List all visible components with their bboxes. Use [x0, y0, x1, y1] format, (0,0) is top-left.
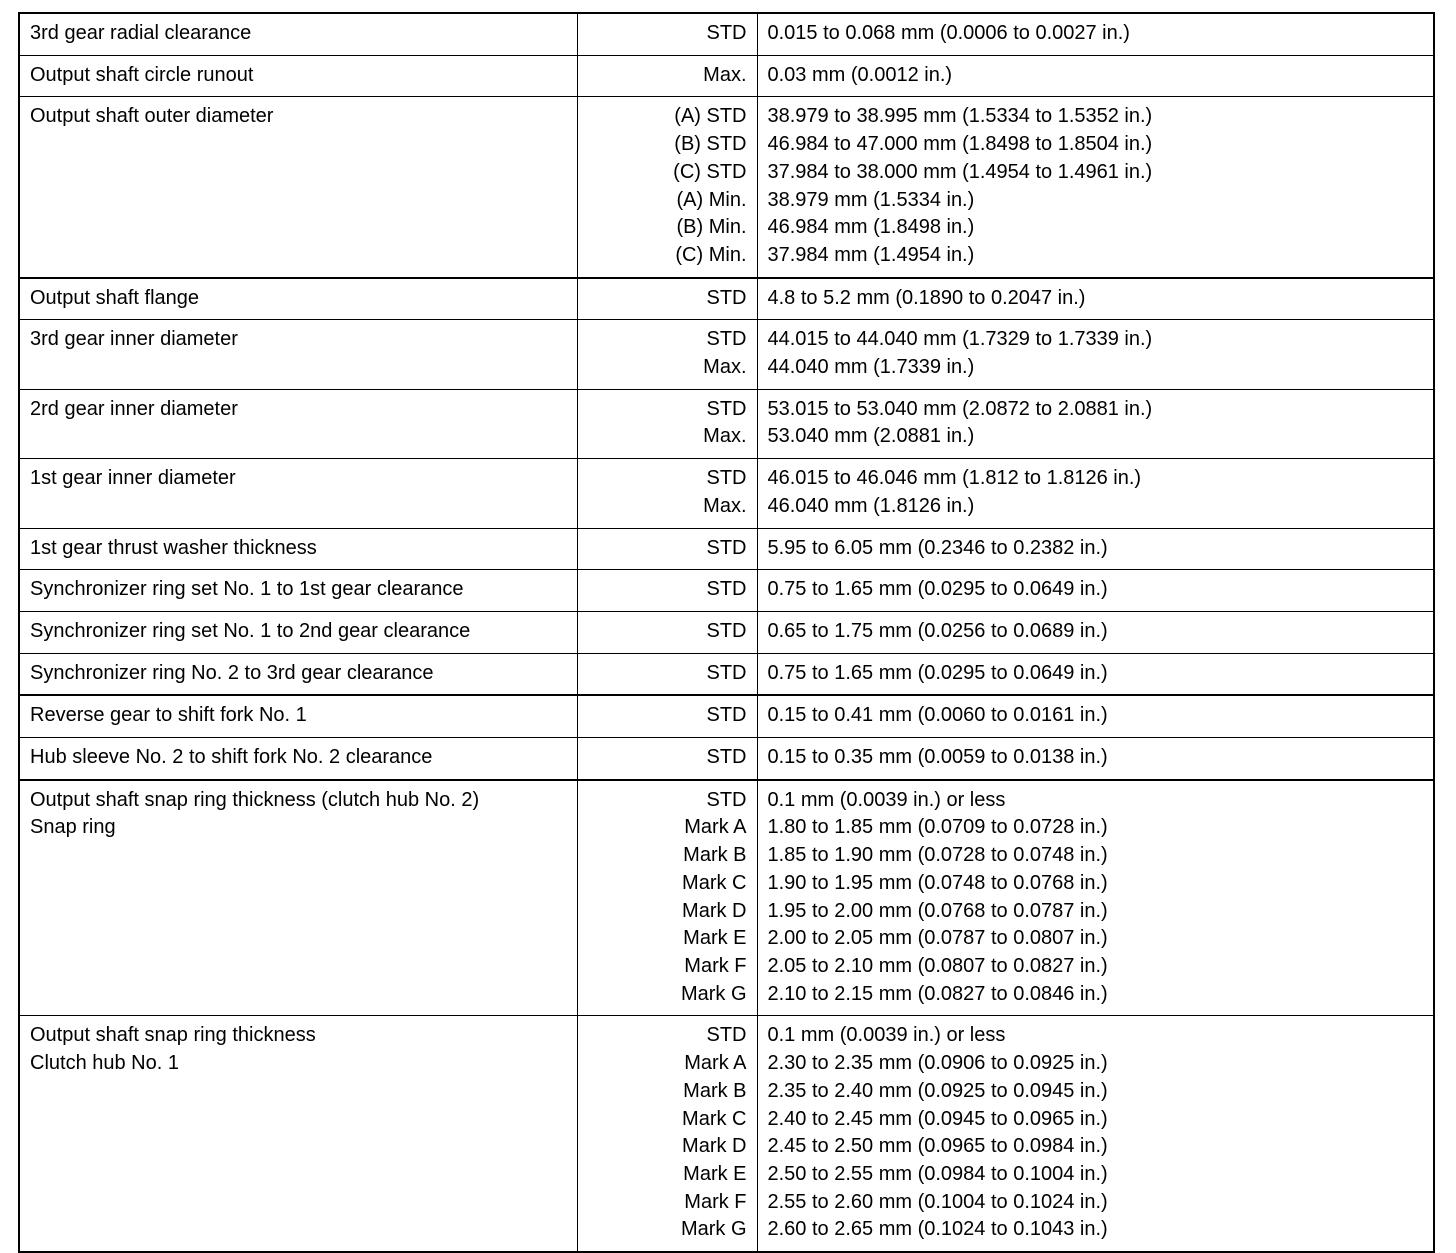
spec-condition: STD	[706, 286, 747, 309]
condition-cell	[577, 320, 757, 389]
item-label: Output shaft flange	[30, 286, 200, 309]
value-cell	[757, 780, 1434, 1016]
spec-value: 1.90 to 1.95 mm (0.0748 to 0.0768 in.)	[767, 871, 1108, 894]
item-cell	[19, 1016, 577, 1252]
condition-cell	[577, 389, 757, 458]
spec-value: 46.015 to 46.046 mm (1.812 to 1.8126 in.)	[767, 467, 1142, 490]
spec-condition: Mark C	[682, 1107, 747, 1130]
spec-condition: (B) STD	[674, 133, 747, 156]
item-cell	[19, 653, 577, 695]
spec-condition: Mark B	[683, 844, 747, 867]
spec-condition: (A) STD	[674, 105, 747, 128]
table-row	[19, 278, 1434, 320]
item-label: Snap ring	[30, 816, 116, 839]
spec-condition: Max.	[703, 425, 747, 448]
value-cell	[757, 611, 1434, 653]
table-row	[19, 1016, 1434, 1252]
value-cell	[757, 1016, 1434, 1252]
spec-value: 38.979 to 38.995 mm (1.5334 to 1.5352 in.)	[767, 105, 1153, 128]
table-row	[19, 320, 1434, 389]
value-cell	[757, 459, 1434, 528]
item-cell	[19, 780, 577, 1016]
spec-condition: STD	[706, 397, 747, 420]
item-label: 1st gear inner diameter	[30, 467, 236, 490]
condition-cell	[577, 780, 757, 1016]
item-label: Hub sleeve No. 2 to shift fork No. 2 clearance	[30, 746, 433, 769]
spec-condition: Mark G	[680, 982, 747, 1005]
spec-condition: STD	[706, 467, 747, 490]
value-cell	[757, 528, 1434, 570]
spec-table-body	[19, 13, 1434, 1252]
spec-condition: Mark G	[680, 1218, 747, 1241]
item-cell	[19, 13, 577, 55]
spec-condition: Max.	[703, 494, 747, 517]
table-row	[19, 459, 1434, 528]
item-cell	[19, 528, 577, 570]
condition-cell	[577, 459, 757, 528]
value-cell	[757, 695, 1434, 737]
spec-value: 44.040 mm (1.7339 in.)	[767, 356, 975, 379]
table-row	[19, 780, 1434, 1016]
table-row	[19, 653, 1434, 695]
item-cell	[19, 320, 577, 389]
spec-condition: Mark F	[684, 954, 747, 977]
spec-condition: STD	[706, 788, 747, 811]
spec-condition: (B) Min.	[676, 216, 747, 239]
item-cell	[19, 611, 577, 653]
item-label: 1st gear thrust washer thickness	[30, 536, 317, 559]
condition-cell	[577, 13, 757, 55]
spec-condition: STD	[706, 22, 747, 44]
item-label: Clutch hub No. 1	[30, 1052, 179, 1075]
spec-condition: Mark C	[682, 871, 747, 894]
item-cell	[19, 570, 577, 612]
spec-condition: STD	[706, 619, 747, 642]
item-cell	[19, 695, 577, 737]
spec-condition: Mark F	[684, 1190, 747, 1213]
item-cell	[19, 738, 577, 780]
table-row	[19, 55, 1434, 97]
item-cell	[19, 55, 577, 97]
item-label: Output shaft snap ring thickness (clutch hub No. 2)	[30, 788, 480, 811]
table-row	[19, 570, 1434, 612]
spec-condition: Mark A	[684, 816, 747, 839]
item-label: 3rd gear inner diameter	[30, 328, 238, 351]
spec-condition: STD	[706, 328, 747, 351]
item-label: Synchronizer ring set No. 1 to 1st gear clearance	[30, 578, 464, 601]
spec-condition: STD	[706, 1024, 747, 1047]
table-row	[19, 695, 1434, 737]
value-cell	[757, 97, 1434, 278]
spec-condition: Mark B	[683, 1079, 747, 1102]
spec-value: 2.05 to 2.10 mm (0.0807 to 0.0827 in.)	[767, 954, 1108, 977]
condition-cell	[577, 55, 757, 97]
condition-cell	[577, 1016, 757, 1252]
spec-value: 0.1 mm (0.0039 in.) or less	[767, 788, 1006, 811]
condition-cell	[577, 278, 757, 320]
item-cell	[19, 278, 577, 320]
table-row	[19, 528, 1434, 570]
item-cell	[19, 97, 577, 278]
item-label: Synchronizer ring set No. 1 to 2nd gear clearance	[30, 619, 471, 642]
spec-value: 0.03 mm (0.0012 in.)	[767, 63, 953, 86]
spec-condition: Mark D	[682, 899, 747, 922]
spec-table	[18, 12, 1435, 1253]
spec-condition: STD	[706, 578, 747, 601]
item-label: Output shaft circle runout	[30, 63, 254, 86]
condition-cell	[577, 570, 757, 612]
table-row	[19, 97, 1434, 278]
value-cell	[757, 389, 1434, 458]
table-row	[19, 13, 1434, 55]
spec-value: 0.75 to 1.65 mm (0.0295 to 0.0649 in.)	[767, 578, 1108, 601]
spec-condition: Mark E	[683, 1162, 747, 1185]
value-cell	[757, 653, 1434, 695]
item-label: Reverse gear to shift fork No. 1	[30, 704, 307, 727]
condition-cell	[577, 738, 757, 780]
condition-cell	[577, 97, 757, 278]
spec-value: 46.040 mm (1.8126 in.)	[767, 494, 975, 517]
spec-condition: STD	[706, 536, 747, 559]
value-cell	[757, 320, 1434, 389]
item-label: Synchronizer ring No. 2 to 3rd gear clearance	[30, 661, 434, 684]
spec-value: 4.8 to 5.2 mm (0.1890 to 0.2047 in.)	[767, 286, 1086, 309]
spec-value: 2.40 to 2.45 mm (0.0945 to 0.0965 in.)	[767, 1107, 1108, 1130]
spec-value: 46.984 mm (1.8498 in.)	[767, 216, 975, 239]
item-label: Output shaft outer diameter	[30, 105, 274, 128]
spec-condition: (C) Min.	[675, 243, 747, 266]
spec-condition: Mark D	[682, 1135, 747, 1158]
item-label: 3rd gear radial clearance	[30, 22, 252, 44]
spec-value: 2.35 to 2.40 mm (0.0925 to 0.0945 in.)	[767, 1079, 1108, 1102]
spec-condition: Max.	[703, 356, 747, 379]
spec-value: 1.95 to 2.00 mm (0.0768 to 0.0787 in.)	[767, 899, 1108, 922]
item-label: 2rd gear inner diameter	[30, 397, 238, 420]
value-cell	[757, 570, 1434, 612]
condition-cell	[577, 653, 757, 695]
spec-value: 2.55 to 2.60 mm (0.1004 to 0.1024 in.)	[767, 1190, 1108, 1213]
table-row	[19, 389, 1434, 458]
value-cell	[757, 278, 1434, 320]
spec-value: 5.95 to 6.05 mm (0.2346 to 0.2382 in.)	[767, 536, 1108, 559]
spec-value: 53.015 to 53.040 mm (2.0872 to 2.0881 in.)	[767, 397, 1153, 420]
spec-value: 2.45 to 2.50 mm (0.0965 to 0.0984 in.)	[767, 1135, 1108, 1158]
spec-value: 1.85 to 1.90 mm (0.0728 to 0.0748 in.)	[767, 844, 1108, 867]
spec-value: 2.00 to 2.05 mm (0.0787 to 0.0807 in.)	[767, 927, 1108, 950]
item-cell	[19, 389, 577, 458]
spec-condition: Mark E	[683, 927, 747, 950]
spec-value: 0.015 to 0.068 mm (0.0006 to 0.0027 in.)	[767, 22, 1130, 44]
spec-value: 37.984 mm (1.4954 in.)	[767, 243, 975, 266]
spec-condition: STD	[706, 704, 747, 727]
spec-condition: STD	[706, 661, 747, 684]
spec-value: 53.040 mm (2.0881 in.)	[767, 425, 975, 448]
spec-value: 44.015 to 44.040 mm (1.7329 to 1.7339 in.)	[767, 328, 1153, 351]
spec-value: 0.15 to 0.35 mm (0.0059 to 0.0138 in.)	[767, 746, 1108, 769]
item-cell	[19, 459, 577, 528]
value-cell	[757, 55, 1434, 97]
spec-condition: Mark A	[684, 1052, 747, 1075]
spec-condition: Max.	[703, 63, 747, 86]
table-row	[19, 611, 1434, 653]
condition-cell	[577, 695, 757, 737]
spec-value: 0.1 mm (0.0039 in.) or less	[767, 1024, 1006, 1047]
spec-value: 2.50 to 2.55 mm (0.0984 to 0.1004 in.)	[767, 1162, 1108, 1185]
spec-condition: (A) Min.	[676, 188, 747, 211]
spec-value: 0.15 to 0.41 mm (0.0060 to 0.0161 in.)	[767, 704, 1108, 727]
spec-condition: (C) STD	[673, 160, 747, 183]
value-cell	[757, 13, 1434, 55]
table-row	[19, 738, 1434, 780]
spec-value: 38.979 mm (1.5334 in.)	[767, 188, 975, 211]
spec-value: 2.10 to 2.15 mm (0.0827 to 0.0846 in.)	[767, 982, 1108, 1005]
spec-value: 0.65 to 1.75 mm (0.0256 to 0.0689 in.)	[767, 619, 1108, 642]
value-cell	[757, 738, 1434, 780]
spec-value: 2.30 to 2.35 mm (0.0906 to 0.0925 in.)	[767, 1052, 1108, 1075]
spec-condition: STD	[706, 746, 747, 769]
spec-value: 46.984 to 47.000 mm (1.8498 to 1.8504 in.)	[767, 133, 1153, 156]
item-label: Output shaft snap ring thickness	[30, 1024, 316, 1047]
spec-value: 1.80 to 1.85 mm (0.0709 to 0.0728 in.)	[767, 816, 1108, 839]
condition-cell	[577, 528, 757, 570]
spec-value: 2.60 to 2.65 mm (0.1024 to 0.1043 in.)	[767, 1218, 1108, 1241]
spec-value: 37.984 to 38.000 mm (1.4954 to 1.4961 in.)	[767, 160, 1153, 183]
condition-cell	[577, 611, 757, 653]
spec-value: 0.75 to 1.65 mm (0.0295 to 0.0649 in.)	[767, 661, 1108, 684]
